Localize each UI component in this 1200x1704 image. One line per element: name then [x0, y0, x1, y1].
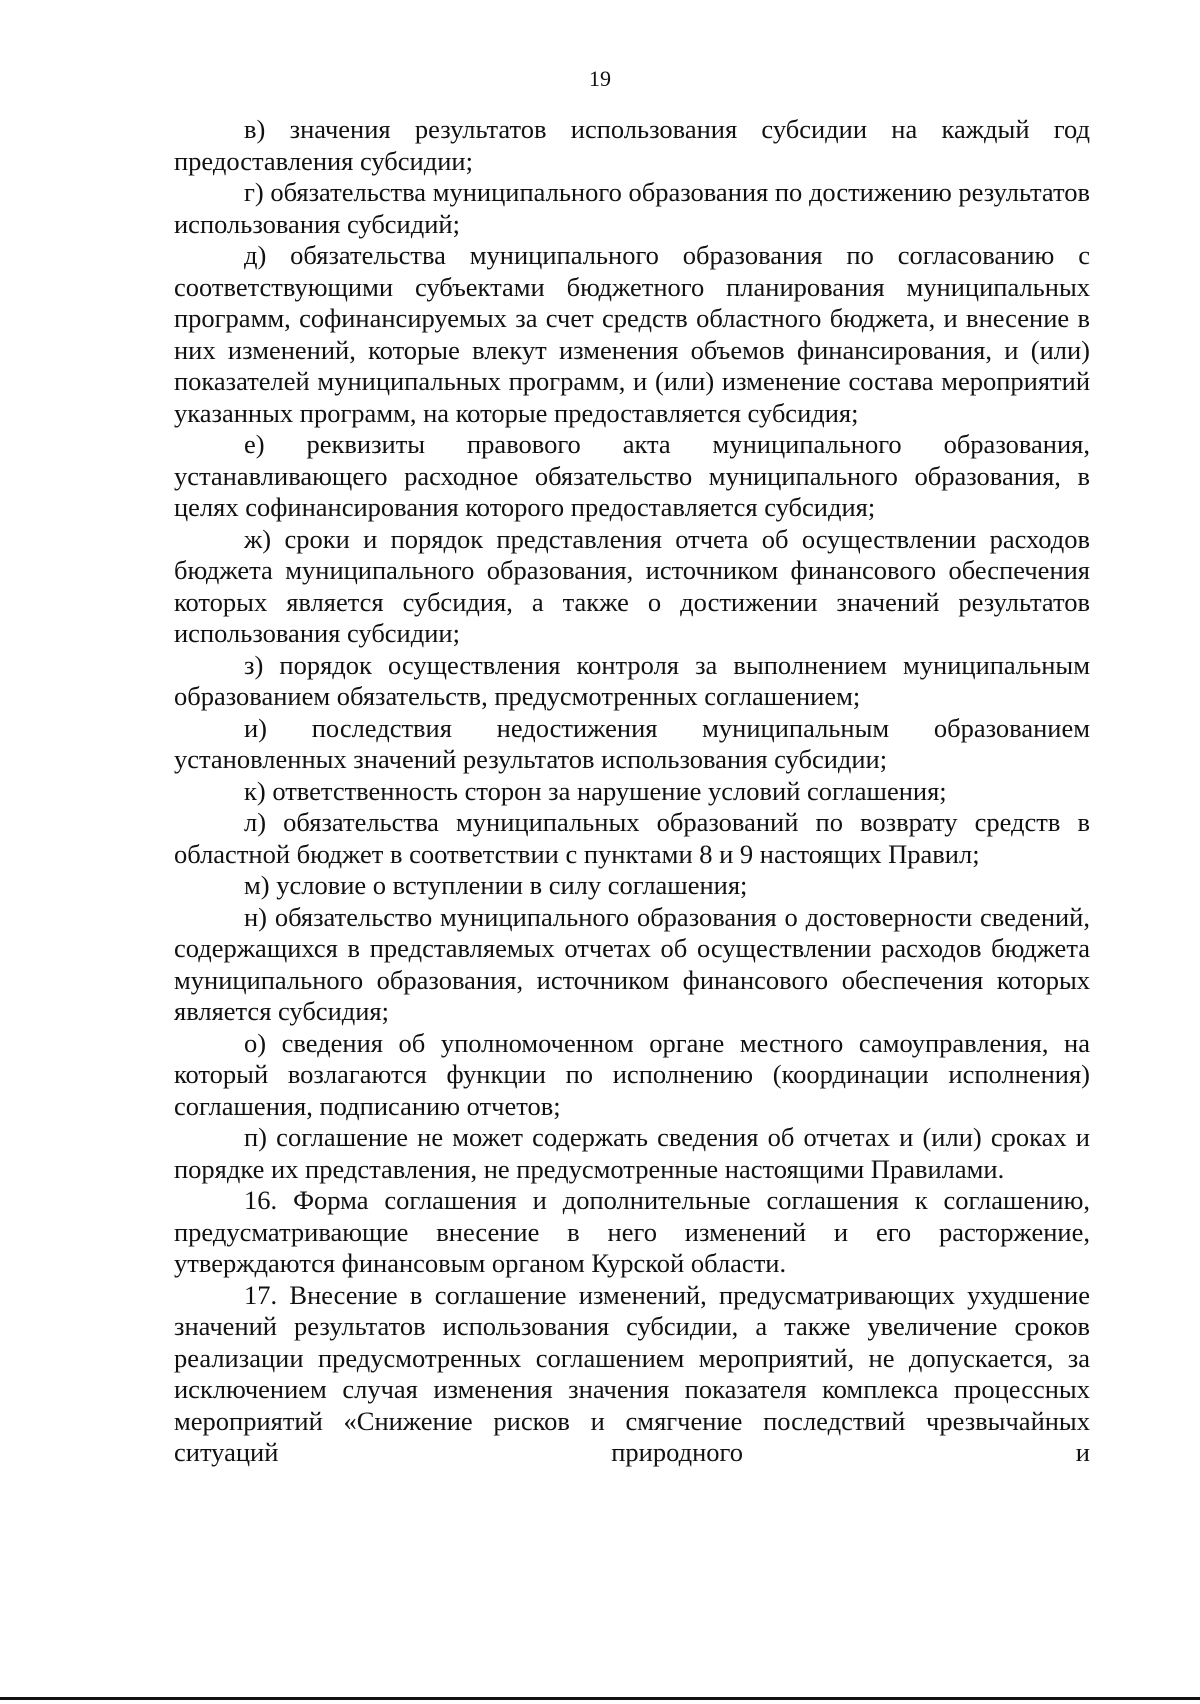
paragraph-17: 17. Внесение в соглашение изменений, предусматривающих ухудшение значений результатов использования субсидии, а также увеличение сроков реализации предусмотренных соглашением мероприятий, не допускается, за исключением случая изменения значения показателя комплекса процессных мероприятий «Снижение рисков и смягчение последствий чрезвычайных ситуаций природного и: [174, 1279, 1090, 1467]
paragraph-m: м) условие о вступлении в силу соглашения;: [244, 870, 748, 900]
paragraph-n: н) обязательство муниципального образования о достоверности сведений, содержащихся в представляемых отчетах об осуществлении расходов бюджета муниципального образования, источником финансового обеспечения которых является субсидия;: [174, 901, 1090, 1026]
paragraph-l: л) обязательства муниципальных образований по возврату средств в областной бюджет в соответствии с пунктами 8 и 9 настоящих Правил;: [174, 807, 1090, 869]
paragraph-zh: ж) сроки и порядок представления отчета об осуществлении расходов бюджета муниципального образования, источником финансового обеспечения которых является субсидия, а также о достижении значений результатов использования субсидии;: [174, 523, 1090, 648]
paragraph-o: о) сведения об уполномоченном органе местного самоуправления, на который возлагаются функции по исполнению (координации исполнения) соглашения, подписанию отчетов;: [174, 1027, 1090, 1121]
paragraph-e: е) реквизиты правового акта муниципального образования, устанавливающего расходное обязательство муниципального образования, в целях софинансирования которого предоставляется субсидия;: [174, 429, 1090, 522]
paragraph-z: з) порядок осуществления контроля за выполнением муниципальным образованием обязательств, предусмотренных соглашением;: [174, 649, 1090, 711]
scan-edge-line: [0, 1697, 1200, 1700]
paragraph-v: в) значения результатов использования субсидии на каждый год предоставления субсидии;: [174, 114, 1090, 176]
paragraph-k: к) ответственность сторон за нарушение условий соглашения;: [244, 775, 947, 806]
paragraph-i: и) последствия недостижения муниципальным образованием установленных значений результатов использования субсидии;: [174, 712, 1090, 774]
document-body: [174, 114, 1090, 1469]
paragraph-g: г) обязательства муниципального образования по достижению результатов использования субсидий;: [174, 177, 1090, 239]
paragraph-16: 16. Форма соглашения и дополнительные соглашения к соглашению, предусматривающие внесение в него изменений и его расторжение, утверждаются финансовым органом Курской области.: [174, 1185, 1090, 1278]
paragraph-d: д) обязательства муниципального образования по согласованию с соответствующими субъектами бюджетного планирования муниципальных программ, софинансируемых за счет средств областного бюджета, и внесение в них изменений, которые влекут изменения объемов финансирования, и (или) показателей муниципальных программ, и (или) изменение состава мероприятий указанных программ, на которые предоставляется субсидия;: [174, 240, 1090, 428]
page-number: 19: [589, 66, 611, 91]
paragraph-p: п) соглашение не может содержать сведения об отчетах и (или) сроках и порядке их представления, не предусмотренные настоящими Правилами.: [174, 1122, 1090, 1184]
